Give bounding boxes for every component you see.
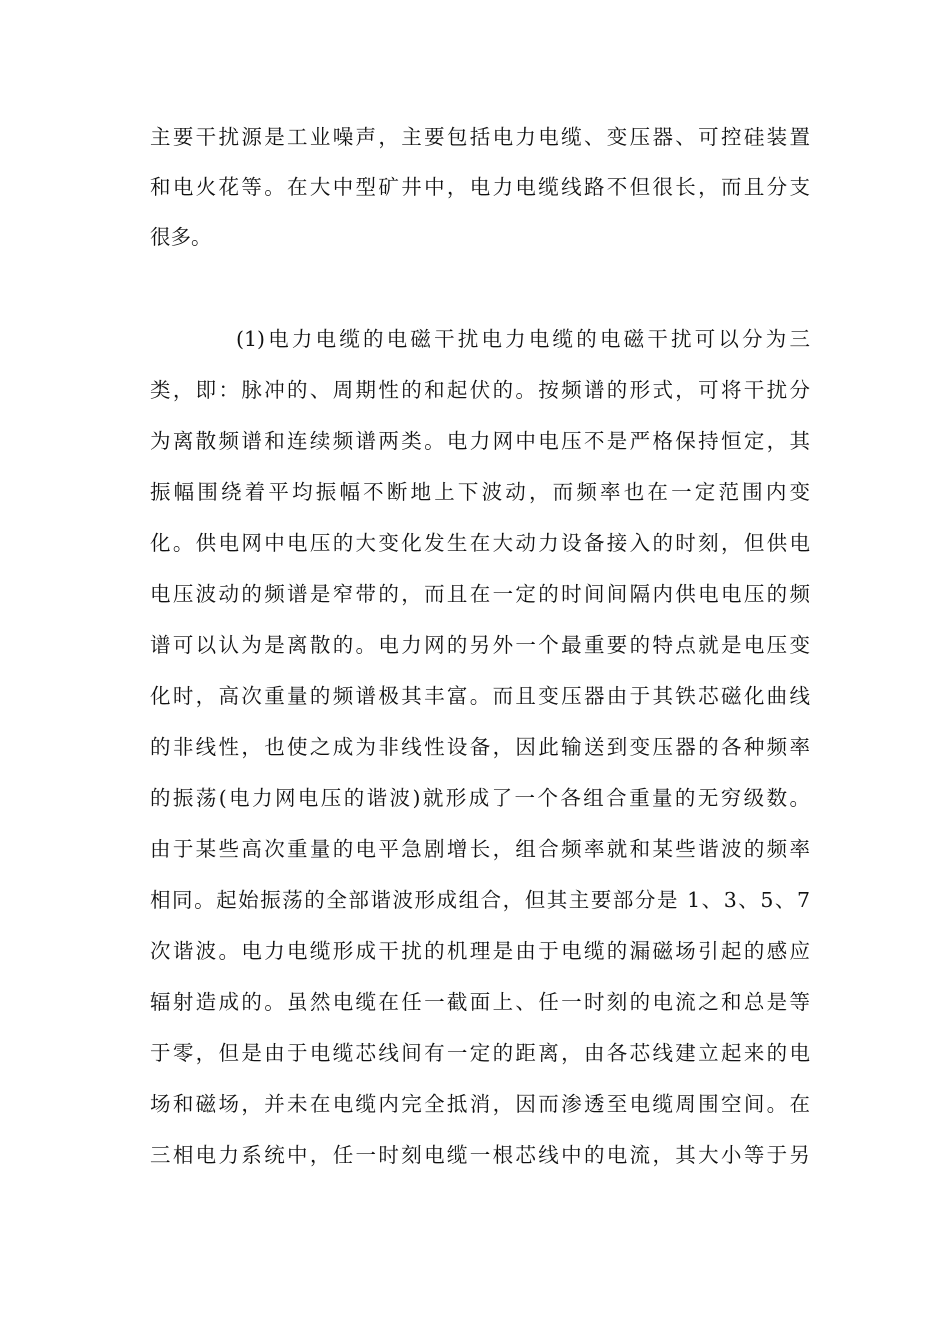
- text-line: 振幅围绕着平均振幅不断地上下波动，而频率也在一定范围内变: [150, 480, 810, 504]
- text-line: 主要干扰源是工业噪声，主要包括电力电缆、变压器、可控硅装置: [150, 125, 810, 149]
- text-line: 的振荡(电力网电压的谐波)就形成了一个各组合重量的无穷级数。: [150, 786, 810, 810]
- text-line: 类，即：脉冲的、周期性的和起伏的。按频谱的形式，可将干扰分: [150, 378, 810, 402]
- text-line: 化。供电网中电压的大变化发生在大动力设备接入的时刻，但供电: [150, 531, 810, 555]
- text-line: 和电火花等。在大中型矿井中，电力电缆线路不但很长，而且分支: [150, 175, 810, 199]
- text-line: 于零，但是由于电缆芯线间有一定的距离，由各芯线建立起来的电: [150, 1041, 810, 1065]
- text-line: 谱可以认为是离散的。电力网的另外一个最重要的特点就是电压变: [150, 633, 810, 657]
- text-line: 场和磁场，并未在电缆内完全抵消，因而渗透至电缆周围空间。在: [150, 1092, 810, 1116]
- text-line: 相同。起始振荡的全部谐波形成组合，但其主要部分是 1、3、5、7: [150, 888, 810, 912]
- text-line: 为离散频谱和连续频谱两类。电力网中电压不是严格保持恒定，其: [150, 429, 810, 453]
- text-line: 很多。: [150, 225, 212, 249]
- text-line: 辐射造成的。虽然电缆在任一截面上、任一时刻的电流之和总是等: [150, 990, 810, 1014]
- text-line: 的非线性，也使之成为非线性设备，因此输送到变压器的各种频率: [150, 735, 810, 759]
- text-line: 由于某些高次重量的电平急剧增长，组合频率就和某些谐波的频率: [150, 837, 810, 861]
- text-line: 三相电力系统中，任一时刻电缆一根芯线中的电流，其大小等于另: [150, 1143, 810, 1167]
- text-line: 次谐波。电力电缆形成干扰的机理是由于电缆的漏磁场引起的感应: [150, 939, 810, 963]
- text-line: 化时，高次重量的频谱极其丰富。而且变压器由于其铁芯磁化曲线: [150, 684, 810, 708]
- text-line: 电压波动的频谱是窄带的，而且在一定的时间间隔内供电电压的频: [150, 582, 810, 606]
- text-line: (1)电力电缆的电磁干扰电力电缆的电磁干扰可以分为三: [236, 327, 810, 351]
